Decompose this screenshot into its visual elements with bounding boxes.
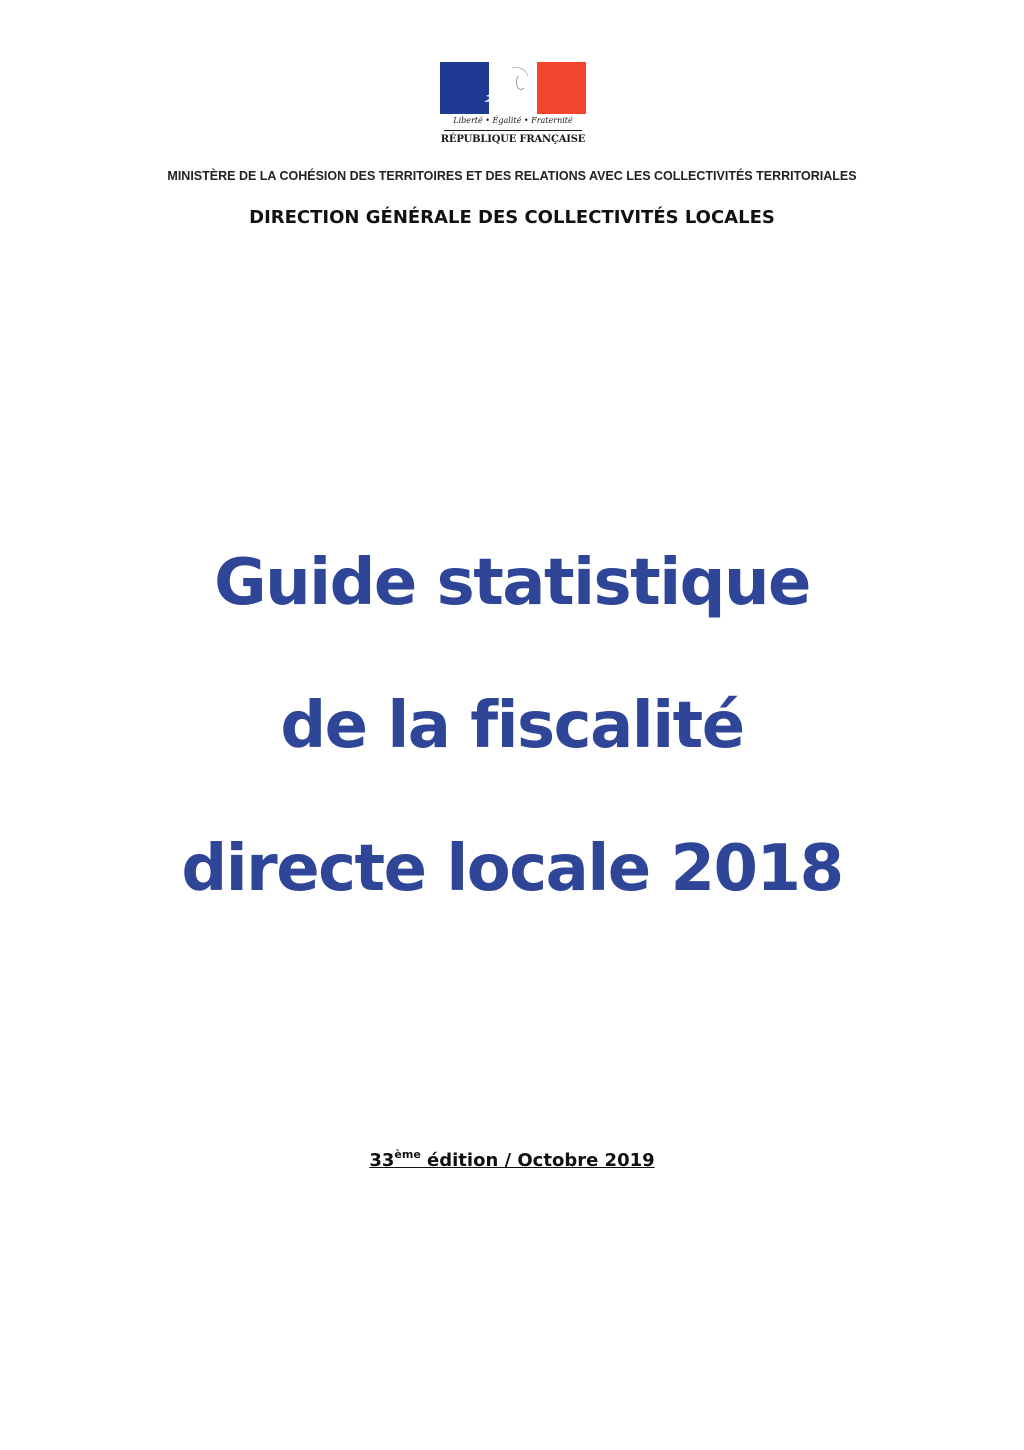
edition-superscript: ème: [394, 1148, 421, 1161]
republic-logo: [440, 62, 586, 152]
marianne-icon: [476, 62, 548, 114]
edition-info: [0, 1148, 1024, 1171]
motto-divider: [444, 130, 582, 131]
ministry-name: MINISTÈRE DE LA COHÉSION DES TERRITOIRES ET DES RELATIONS AVEC LES COLLECTIVITÉS TERRITORIALES: [167, 169, 857, 183]
document-title: [0, 512, 1024, 941]
title-line-2: de la fiscalité: [280, 689, 744, 763]
edition-number: 33: [369, 1150, 395, 1171]
direction-name: DIRECTION GÉNÉRALE DES COLLECTIVITÉS LOCALES: [249, 207, 775, 228]
title-line-1: Guide statistique: [214, 546, 810, 620]
republic-name: RÉPUBLIQUE FRANÇAISE: [440, 134, 586, 145]
title-line-3: directe locale 2018: [181, 832, 843, 906]
edition-date: édition / Octobre 2019: [420, 1150, 655, 1171]
republic-motto: Liberté • Égalité • Fraternité: [453, 116, 573, 125]
edition-text: [369, 1150, 654, 1171]
